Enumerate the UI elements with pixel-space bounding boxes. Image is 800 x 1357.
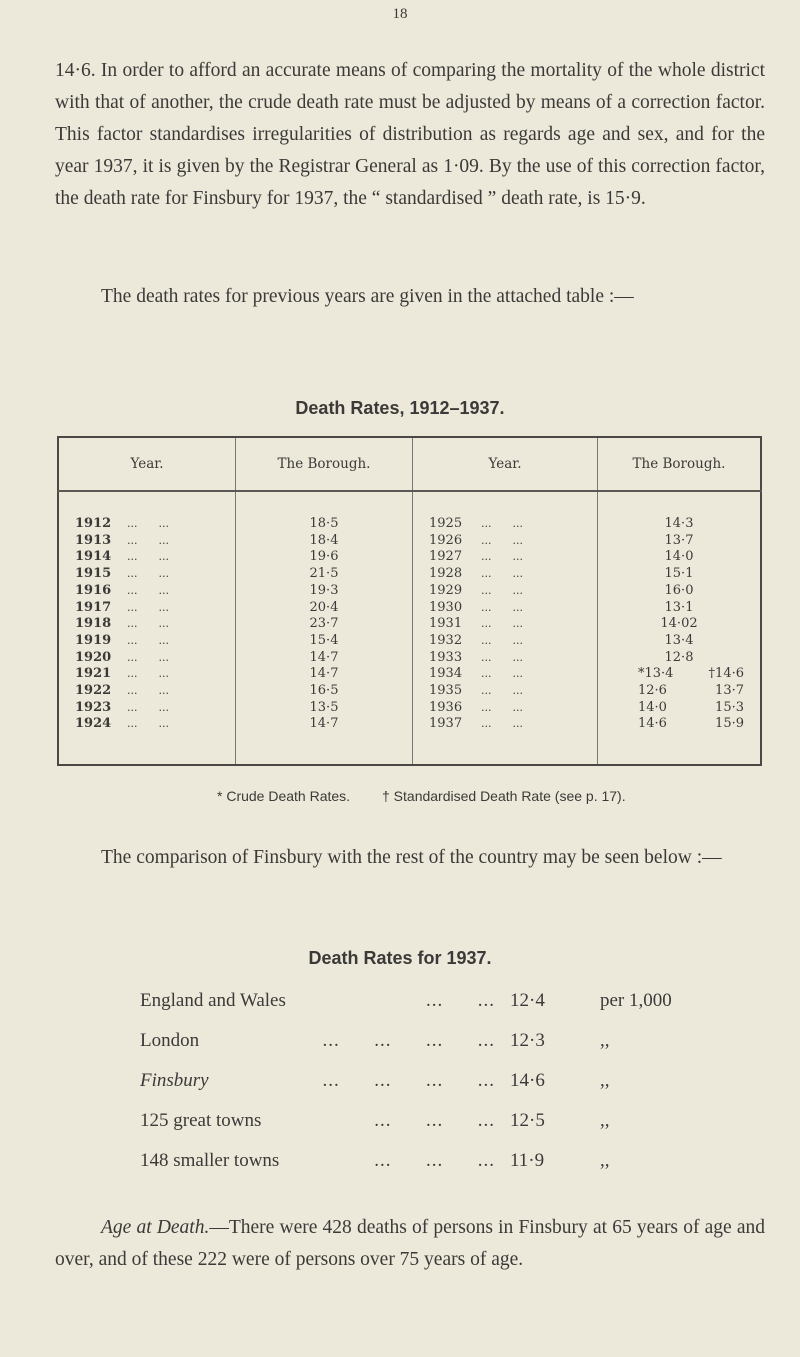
death-rate: 11·9 — [510, 1150, 545, 1171]
crude-rate: 14·6 — [638, 716, 667, 732]
list-row — [140, 990, 760, 1020]
rate-cell: 13·1 — [664, 599, 694, 615]
year: 1923 — [75, 699, 112, 715]
rate-cell: 16·0 — [664, 582, 694, 598]
year: 1925 — [429, 516, 463, 531]
year-cell — [413, 633, 597, 650]
death-rate: 12·3 — [510, 1030, 545, 1051]
rate-unit: ,, — [600, 1070, 610, 1091]
rate-cell: 14·7 — [309, 649, 339, 665]
year-cell — [59, 683, 235, 700]
rate-unit: ,, — [600, 1110, 610, 1131]
year-cell — [59, 650, 235, 667]
year-cell — [59, 616, 235, 633]
year: 1934 — [429, 666, 463, 682]
rate-cell: 15·4 — [309, 632, 339, 648]
leader-dots: ... ... — [127, 567, 169, 581]
leader-dots: ... ... — [481, 550, 523, 564]
year: 1914 — [75, 549, 112, 565]
year-cell — [59, 666, 235, 683]
list-row — [140, 1030, 760, 1060]
crude-rate: 12·6 — [638, 683, 667, 699]
year: 1931 — [429, 616, 463, 632]
rate-cell: 14·02 — [660, 616, 698, 632]
age-at-death-heading: Age at Death. — [101, 1217, 210, 1238]
year-cell — [59, 516, 235, 533]
year-cell — [59, 716, 235, 733]
list-row — [140, 1070, 760, 1100]
leader-dots: ... ... — [127, 583, 169, 597]
region-name: Finsbury — [140, 1070, 209, 1091]
table-title: Death Rates, 1912–1937. — [295, 398, 505, 418]
footnote-standardised: † Standardised Death Rate (see p. 17). — [382, 788, 626, 804]
leader-dots: ... ... — [481, 617, 523, 631]
leader-dots: ... ... ... ... — [322, 1070, 495, 1091]
rate-unit: ,, — [600, 1150, 610, 1171]
region-name: 148 smaller towns — [140, 1150, 280, 1171]
year: 1919 — [75, 632, 112, 648]
header-borough: The Borough. — [598, 437, 762, 491]
rate-cell: 23·7 — [309, 616, 339, 632]
list-row — [140, 1110, 760, 1140]
leader-dots: ... ... — [481, 600, 523, 614]
list-row — [140, 1150, 760, 1180]
leader-dots: ... ... — [127, 700, 169, 714]
leader-dots: ... ... — [127, 717, 169, 731]
year-cell — [413, 583, 597, 600]
standardised-rate: 13·7 — [715, 683, 744, 699]
region-name: England and Wales — [140, 990, 286, 1011]
rate-cell: 21·5 — [309, 566, 339, 582]
crude-rate: *13·4 — [638, 666, 674, 682]
year-cell — [413, 683, 597, 700]
death-rate: 12·5 — [510, 1110, 545, 1131]
leader-dots: ... ... — [481, 684, 523, 698]
rate-cell: 12·8 — [664, 649, 694, 665]
leader-dots: ... ... — [127, 650, 169, 664]
year-cell — [59, 583, 235, 600]
leader-dots: ... ... — [127, 533, 169, 547]
year: 1916 — [75, 582, 112, 598]
rate-cell: 13·5 — [309, 699, 339, 715]
year: 1912 — [75, 516, 112, 531]
rate-cell — [598, 716, 760, 733]
leader-dots: ... ... — [127, 633, 169, 647]
rate-cell: 16·5 — [309, 683, 339, 699]
death-rate: 12·4 — [510, 990, 545, 1011]
crude-rate: 14·0 — [638, 699, 667, 715]
rate-cell: 20·4 — [309, 599, 339, 615]
leader-dots: ... ... — [481, 667, 523, 681]
leader-dots: ... ... — [127, 517, 169, 530]
year: 1926 — [429, 532, 463, 548]
age-at-death-text: —There were 428 deaths of persons in Finsbury at 65 years of age and over, and of these 222 were of persons over 75 years of age. — [55, 1217, 765, 1270]
rate-cell: 14·7 — [309, 666, 339, 682]
year: 1918 — [75, 616, 112, 632]
rate-cell — [598, 700, 760, 717]
rate-cell: 18·4 — [309, 532, 339, 548]
rate-cell — [598, 666, 760, 683]
year-cell — [59, 549, 235, 566]
leader-dots: ... ... ... ... — [322, 1030, 495, 1051]
rate-cell: 14·3 — [664, 516, 694, 531]
leader-dots: ... ... — [127, 550, 169, 564]
year-cell — [59, 700, 235, 717]
year-cell — [59, 600, 235, 617]
year: 1929 — [429, 582, 463, 598]
year-cell — [413, 533, 597, 550]
standardised-rate: 15·3 — [715, 699, 744, 715]
year-cell — [413, 700, 597, 717]
death-rates-table — [57, 436, 762, 766]
year-cell — [413, 600, 597, 617]
leader-dots: ... ... — [481, 717, 523, 731]
rate-cell: 18·5 — [309, 516, 339, 531]
year-cell — [413, 566, 597, 583]
leader-dots: ... ... — [481, 650, 523, 664]
paragraph-comparison: The comparison of Finsbury with the rest of the country may be seen below :— — [101, 847, 722, 868]
rate-cell: 19·3 — [309, 582, 339, 598]
rate-cell: 13·4 — [664, 632, 694, 648]
leader-dots: ... ... — [481, 567, 523, 581]
year: 1932 — [429, 632, 463, 648]
year: 1917 — [75, 599, 112, 615]
rate-cell — [598, 683, 760, 700]
leader-dots: ... ... — [481, 517, 523, 530]
death-rate: 14·6 — [510, 1070, 545, 1091]
rate-cell: 13·7 — [664, 532, 694, 548]
year-cell — [59, 633, 235, 650]
rate-cell: 15·1 — [664, 566, 694, 582]
list-title: Death Rates for 1937. — [308, 948, 492, 968]
leader-dots: ... ... — [481, 583, 523, 597]
year: 1924 — [75, 716, 112, 732]
footnote-crude: * Crude Death Rates. — [217, 788, 351, 804]
year-cell — [413, 516, 597, 533]
year: 1937 — [429, 716, 463, 732]
year: 1928 — [429, 566, 463, 582]
header-year: Year. — [58, 437, 236, 491]
standardised-rate: †14·6 — [708, 666, 744, 682]
year-cell — [413, 716, 597, 733]
year: 1920 — [75, 649, 112, 665]
leader-dots: ... ... — [481, 700, 523, 714]
year-cell — [59, 533, 235, 550]
year-cell — [59, 566, 235, 583]
rate-cell: 19·6 — [309, 549, 339, 565]
leader-dots: ... ... — [426, 990, 495, 1011]
leader-dots: ... ... — [127, 667, 169, 681]
paragraph-age-at-death — [55, 1212, 765, 1276]
header-borough: The Borough. — [236, 437, 413, 491]
rate-unit: per 1,000 — [600, 990, 672, 1011]
rate-cell: 14·7 — [309, 716, 339, 732]
leader-dots: ... ... — [127, 684, 169, 698]
year: 1935 — [429, 683, 463, 699]
year-cell — [413, 549, 597, 566]
leader-dots: ... ... ... — [374, 1110, 495, 1131]
year: 1930 — [429, 599, 463, 615]
year: 1927 — [429, 549, 463, 565]
leader-dots: ... ... ... — [374, 1150, 495, 1171]
year-cell — [413, 616, 597, 633]
leader-dots: ... ... — [127, 617, 169, 631]
paragraph-table-intro: The death rates for previous years are given in the attached table :— — [101, 286, 634, 307]
paragraph-correction-factor: 14·6. In order to afford an accurate means of comparing the mortality of the whole district with that of another, the crude death rate must be adjusted by means of a correction factor. This factor standardises irregularities of distribution as regards age and sex, and for the year 1937, it is given by the Registrar General as 1·09. By the use of this correction factor, the death rate for Finsbury for 1937, the “ standardised ” death rate, is 15·9. — [55, 60, 765, 209]
rate-cell: 14·0 — [664, 549, 694, 565]
year: 1921 — [75, 666, 112, 682]
leader-dots: ... ... — [127, 600, 169, 614]
year: 1933 — [429, 649, 463, 665]
year-cell — [413, 666, 597, 683]
year-cell — [413, 650, 597, 667]
leader-dots: ... ... — [481, 633, 523, 647]
year: 1936 — [429, 699, 463, 715]
region-name: London — [140, 1030, 200, 1051]
page-number: 18 — [392, 6, 408, 22]
region-name: 125 great towns — [140, 1110, 262, 1131]
header-year: Year. — [413, 437, 598, 491]
leader-dots: ... ... — [481, 533, 523, 547]
standardised-rate: 15·9 — [715, 716, 744, 732]
year: 1913 — [75, 532, 112, 548]
rate-unit: ,, — [600, 1030, 610, 1051]
year: 1922 — [75, 683, 112, 699]
year: 1915 — [75, 566, 112, 582]
